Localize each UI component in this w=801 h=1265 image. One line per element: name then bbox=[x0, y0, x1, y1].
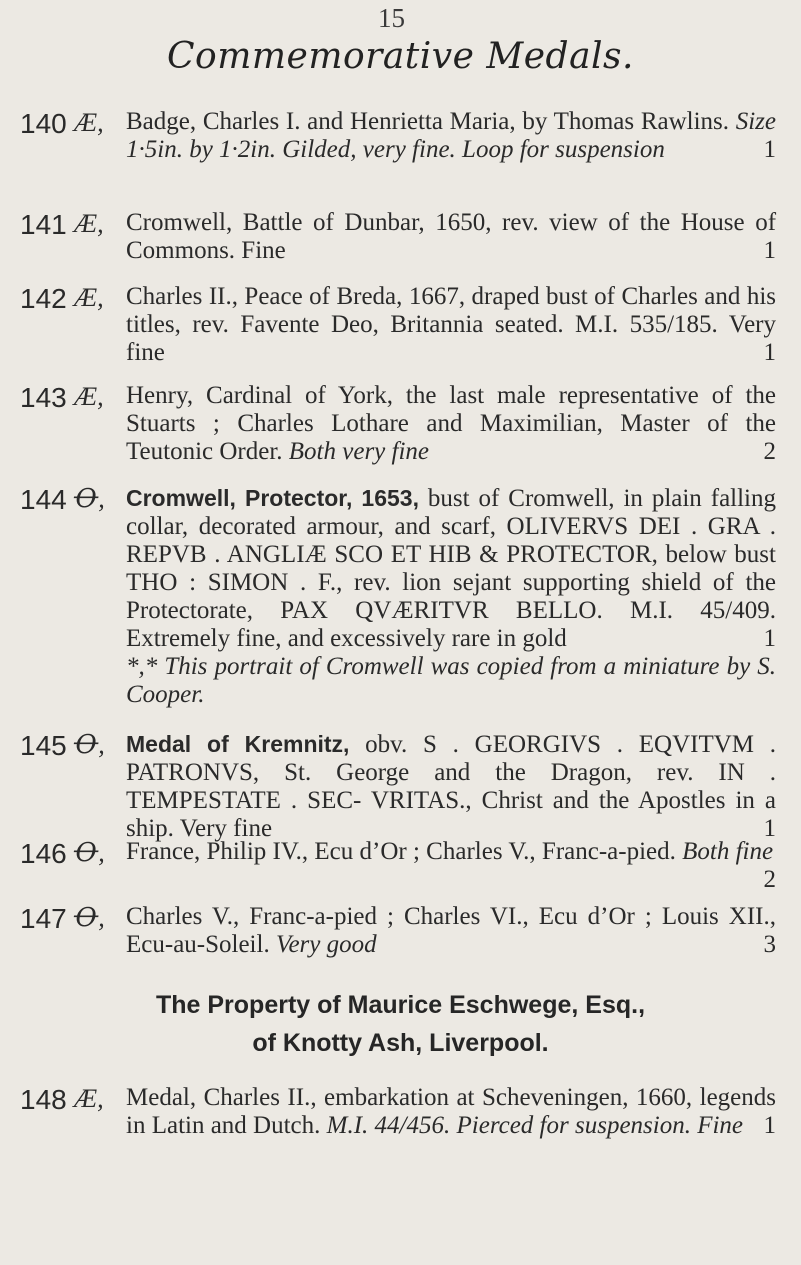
lot-detail: Both fine bbox=[682, 838, 774, 865]
lot-description bbox=[126, 283, 776, 367]
lot-number: 146 bbox=[20, 838, 67, 869]
lot-detail: rev. Favente Deo, Britannia seated. M.I. 535/185. Very fine bbox=[126, 311, 776, 366]
lot-detail: Very good bbox=[275, 931, 377, 958]
lot-metal: Æ, bbox=[74, 209, 104, 238]
page-number: 15 bbox=[378, 3, 405, 33]
lot-number: 148 bbox=[20, 1084, 67, 1115]
lot-detail: Size 1·5in. by 1·2in. Gilded, very fine. Loop for suspension bbox=[126, 108, 776, 163]
lot-lead: Cromwell, Battle of Dunbar, 1650, bbox=[126, 209, 492, 236]
lot-metal: Æ, bbox=[74, 1084, 104, 1113]
lot-metal: Ꝋ, bbox=[74, 484, 105, 513]
lot-description bbox=[126, 730, 776, 843]
property-heading bbox=[0, 986, 801, 1062]
lot-quantity: 1 bbox=[763, 815, 776, 842]
lot-number: 147 bbox=[20, 903, 67, 934]
lot-metal: Æ, bbox=[74, 283, 104, 312]
lot-detail: rev. view of the House of Commons. Fine bbox=[126, 209, 777, 264]
lot-lead: Charles V., Franc-a-pied ; Charles VI., Ecu d’Or ; Louis XII., Ecu-au-Soleil. bbox=[126, 903, 776, 958]
lot-metal: Æ, bbox=[74, 108, 104, 137]
lot-description bbox=[126, 108, 776, 164]
lot-description bbox=[126, 209, 776, 265]
lot-lead: Badge, Charles I. and Henrietta Maria, by Thomas Rawlins. bbox=[126, 108, 730, 135]
lot-detail: bust of Cromwell, in plain falling collar, decorated armour, and scarf, OLIVERVS DEI . GRA . REPVB . ANGLIÆ SCO ET HIB & PROTECTOR, below bust THO : SIMON . F., rev. lion sejant supporting shield of the Protectorate, PAX QVÆRITVR BELLO. M.I. 45/409. Extremely fine, and excessively rare in gold bbox=[126, 485, 777, 652]
lot-description bbox=[126, 382, 776, 466]
lot-quantity: 1 bbox=[763, 339, 776, 366]
lot-quantity: 2 bbox=[763, 438, 776, 465]
lot-quantity: 1 bbox=[763, 136, 776, 163]
section-title: Commemorative Medals. bbox=[167, 36, 634, 77]
lot-number: 142 bbox=[20, 283, 67, 314]
lot-description bbox=[126, 1084, 776, 1140]
lot-number: 140 bbox=[20, 108, 67, 139]
lot-description bbox=[126, 838, 776, 894]
lot-note: *,* This portrait of Cromwell was copied from a miniature by S. Cooper. bbox=[126, 653, 776, 708]
lot-number: 143 bbox=[20, 382, 67, 413]
property-heading-line2: of Knotty Ash, Liverpool. bbox=[252, 1029, 549, 1057]
lot-detail: obv. S . GEORGIVS . EQVITVM . PATRONVS, St. George and the Dragon, rev. IN . TEMPESTATE . SEC- VRITAS., Christ and the Apostles in a ship. Very fine bbox=[126, 731, 776, 842]
lot-number: 141 bbox=[20, 209, 67, 240]
lot-lead: France, Philip IV., Ecu d’Or ; Charles V., Franc-a-pied. bbox=[126, 838, 676, 865]
lot-metal: Æ, bbox=[74, 382, 104, 411]
lot-lead: Cromwell, Protector, 1653, bbox=[126, 485, 419, 511]
lot-description bbox=[126, 903, 776, 959]
lot-detail: M.I. 44/456. Pierced for suspension. Fine bbox=[326, 1112, 744, 1139]
lot-lead: Medal of Kremnitz, bbox=[126, 731, 350, 757]
lot-quantity: 1 bbox=[763, 1112, 776, 1139]
lot-metal: Ꝋ, bbox=[74, 730, 105, 759]
lot-lead: Charles II., Peace of Breda, 1667, draped bust of Charles and his titles, bbox=[126, 283, 776, 338]
lot-lead: Medal, Charles II., embarkation at Scheveningen, 1660, legends in Latin and Dutch. bbox=[126, 1084, 776, 1139]
lot-detail: Both very fine bbox=[288, 438, 430, 465]
lot-number: 145 bbox=[20, 730, 67, 761]
property-heading-line1: The Property of Maurice Eschwege, Esq., bbox=[155, 991, 646, 1019]
lot-number: 144 bbox=[20, 484, 67, 515]
lot-lead: Henry, Cardinal of York, the last male representative of the Stuarts ; Charles Lothare and Maximilian, Master of the Teutonic Order. bbox=[126, 382, 776, 465]
lot-metal: Ꝋ, bbox=[74, 838, 105, 867]
lot-quantity: 2 bbox=[763, 866, 776, 893]
lot-description bbox=[126, 484, 776, 709]
lot-quantity: 3 bbox=[763, 931, 776, 958]
lot-metal: Ꝋ, bbox=[74, 903, 105, 932]
lot-quantity: 1 bbox=[763, 237, 776, 264]
lot-quantity: 1 bbox=[763, 625, 776, 652]
